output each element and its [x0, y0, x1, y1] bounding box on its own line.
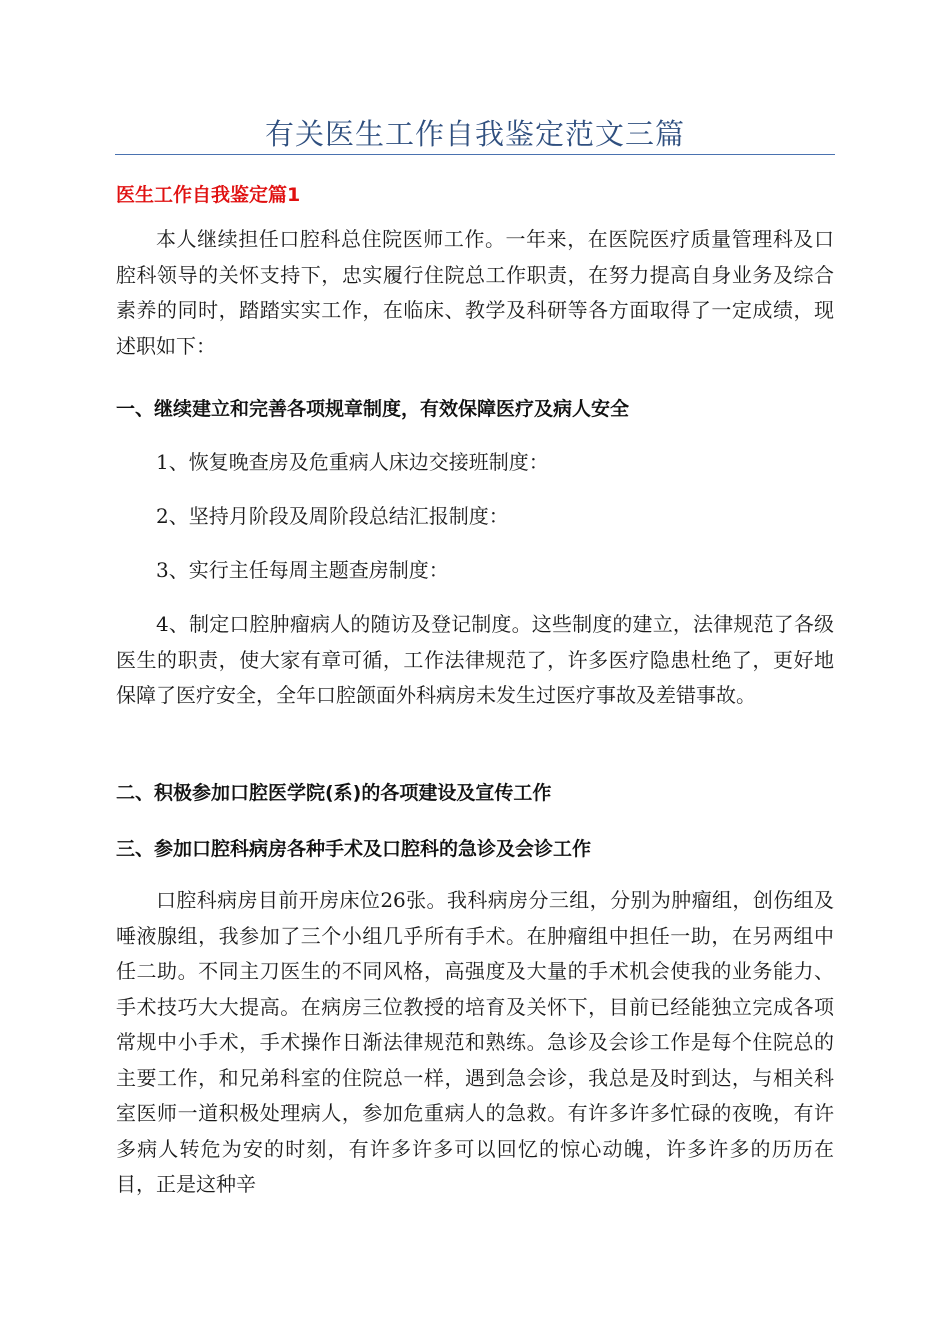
body-paragraph: 口腔科病房目前开房床位26张。我科病房分三组，分别为肿瘤组，创伤组及唾液腺组，我参加了三个小组几乎所有手术。在肿瘤组中担任一助，在另两组中任二助。不同主刀医生的不同风格，高强度及大量的手术机会使我的业务能力、手术技巧大大提高。在病房三位教授的培育及关怀下，目前已经能独立完成各项常规中小手术，手术操作日渐法律规范和熟练。急诊及会诊工作是每个住院总的主要工作，和兄弟科室的住院总一样，遇到急会诊，我总是及时到达，与相关科室医师一道积极处理病人，参加危重病人的急救。有许多许多忙碌的夜晚，有许多病人转危为安的时刻，有许多许多可以回忆的惊心动魄，许多许多的历历在目，正是这种辛	[116, 888, 834, 1196]
heading-two: 二、积极参加口腔医学院(系)的各项建设及宣传工作	[116, 782, 552, 804]
section-title: 医生工作自我鉴定篇1	[116, 184, 301, 206]
heading-one: 一、继续建立和完善各项规章制度，有效保障医疗及病人安全	[116, 398, 630, 420]
list-item: 3、实行主任每周主题查房制度：	[156, 558, 449, 582]
intro-paragraph: 本人继续担任口腔科总住院医师工作。一年来，在医院医疗质量管理科及口腔科领导的关怀支持下，忠实履行住院总工作职责，在努力提高自身业务及综合素养的同时，踏踏实实工作，在临床、教学及科研等各方面取得了一定成绩，现述职如下：	[116, 227, 834, 358]
heading-three: 三、参加口腔科病房各种手术及口腔科的急诊及会诊工作	[116, 838, 592, 860]
list-item: 1、恢复晚查房及危重病人床边交接班制度：	[156, 450, 549, 474]
list-item: 2、坚持月阶段及周阶段总结汇报制度：	[156, 504, 509, 528]
document-title: 有关医生工作自我鉴定范文三篇	[264, 117, 685, 151]
title-divider	[115, 154, 835, 155]
list-item: 4、制定口腔肿瘤病人的随访及登记制度。这些制度的建立，法律规范了各级医生的职责，使大家有章可循，工作法律规范了，许多医疗隐患杜绝了，更好地保障了医疗安全，全年口腔颌面外科病房未发生过医疗事故及差错事故。	[116, 612, 834, 707]
